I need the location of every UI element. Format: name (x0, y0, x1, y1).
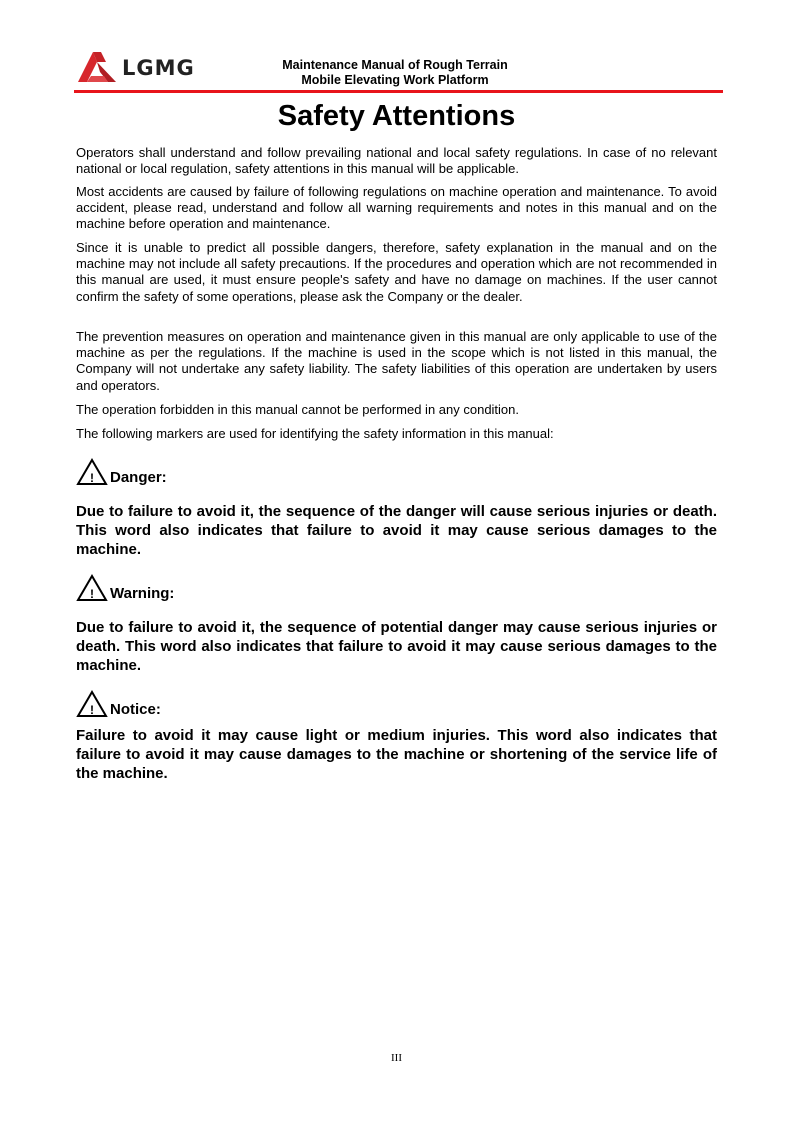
svg-text:!: ! (90, 703, 94, 717)
page-title: Safety Attentions (277, 100, 516, 132)
warning-text: Due to failure to avoid it, the sequence of potential danger may cause serious injuries or death. This word also indicates that failure to avoid it may cause serious damages to the machine. (76, 619, 717, 674)
danger-text: Due to failure to avoid it, the sequence of the danger will cause serious injuries or death. This word also indicates that failure to avoid it may cause serious damages to the machine. (76, 503, 717, 558)
svg-text:!: ! (90, 587, 94, 601)
svg-text:!: ! (90, 471, 94, 485)
danger-label (76, 458, 167, 486)
header-title (230, 58, 560, 88)
header-divider (74, 90, 723, 93)
paragraph: The operation forbidden in this manual cannot be performed in any condition. (76, 402, 520, 417)
paragraph: The prevention measures on operation and maintenance given in this manual are only applicable to use of the machine as per the regulations. If the machine is used in the scope which is not listed in this manual, the Company will not undertake any safety liability. The safety liabilities of this operation are undertaken by users and operators. (76, 329, 717, 393)
paragraph: Most accidents are caused by failure of following regulations on machine operation and maintenance. To avoid accident, please read, understand and follow all warning requirements and notes in this manual and on the machine before operation and maintenance. (76, 184, 717, 232)
lgmg-logo-icon (78, 52, 116, 84)
warning-triangle-icon (76, 458, 108, 486)
paragraph: Since it is unable to predict all possible dangers, therefore, safety explanation in the manual and on the machine may not include all safety precautions. If the procedures and operation which are not recommended in this manual are used, it must ensure people's safety and have no damage on machines. If the user cannot confirm the safety of some operations, please ask the Company or the dealer. (76, 240, 717, 304)
danger-label-text: Danger: (110, 469, 167, 486)
header-title-line2: Mobile Elevating Work Platform (301, 73, 489, 87)
logo-text: LGMG (122, 56, 195, 80)
paragraph: Operators shall understand and follow prevailing national and local safety regulations. In case of no relevant national or local regulation, safety attentions in this manual will be applicable. (76, 145, 717, 177)
warning-triangle-icon (76, 690, 108, 718)
warning-label-text: Warning: (110, 585, 175, 602)
page-number: III (391, 1052, 402, 1064)
paragraph: The following markers are used for identifying the safety information in this manual: (76, 426, 554, 441)
warning-triangle-icon (76, 574, 108, 602)
header-title-line1: Maintenance Manual of Rough Terrain (282, 58, 508, 72)
logo (78, 52, 195, 84)
notice-label-text: Notice: (110, 701, 161, 718)
warning-label (76, 574, 174, 602)
notice-text: Failure to avoid it may cause light or medium injuries. This word also indicates that failure to avoid it may cause damages to the machine or shortening of the service life of the machine. (76, 727, 717, 782)
notice-label (76, 690, 161, 718)
